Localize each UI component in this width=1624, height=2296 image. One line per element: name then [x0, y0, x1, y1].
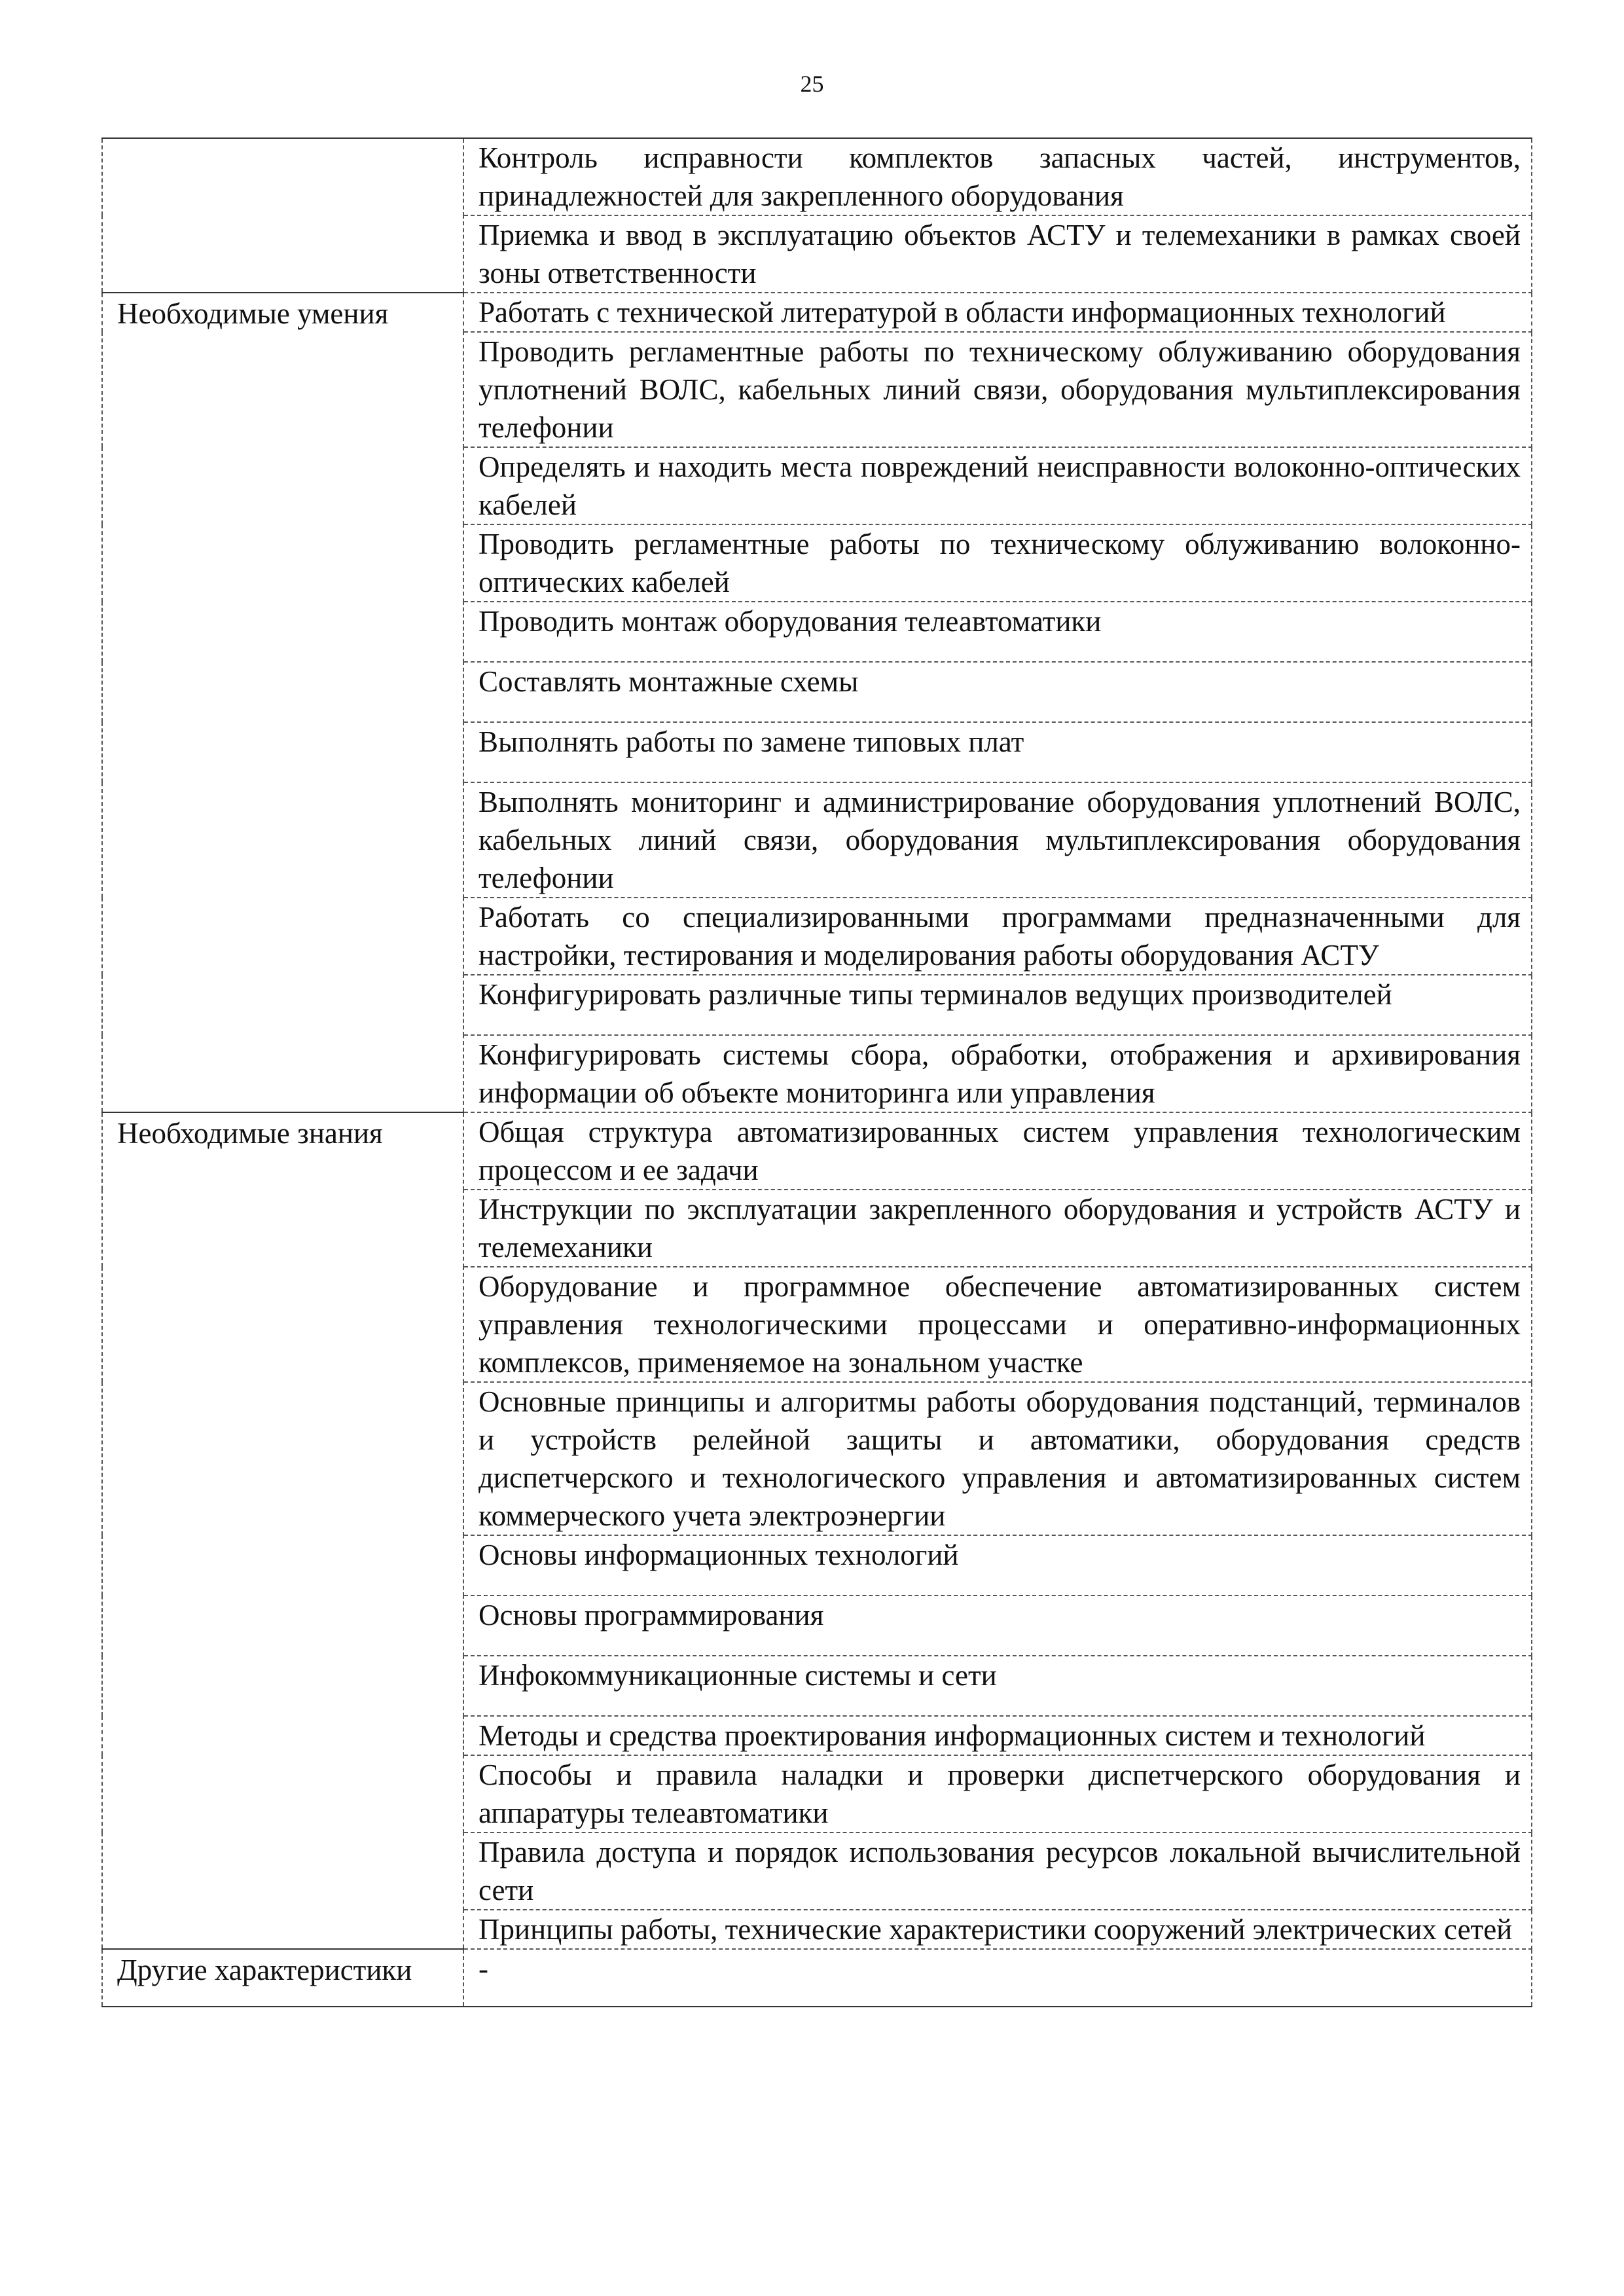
- table-cell: -: [463, 1949, 1532, 2007]
- table-cell: Проводить регламентные работы по техническому облуживанию оборудования уплотнений ВОЛС, кабельных линий связи, оборудования мультиплексирования телефонии: [463, 332, 1532, 447]
- qualification-table: [101, 137, 1532, 2007]
- table-cell: Проводить регламентные работы по техническому облуживанию волоконно-оптических кабелей: [463, 524, 1532, 602]
- table-row: [102, 293, 1532, 332]
- page-number: 25: [800, 71, 824, 97]
- table-cell: Составлять монтажные схемы: [463, 662, 1532, 722]
- table-cell: Способы и правила наладки и проверки диспетчерского оборудования и аппаратуры телеавтоматики: [463, 1755, 1532, 1832]
- table-cell: Оборудование и программное обеспечение автоматизированных систем управления технологическими процессами и оперативно-информационных комплексов, применяемое на зональном участке: [463, 1267, 1532, 1382]
- table-cell: Выполнять работы по замене типовых плат: [463, 722, 1532, 782]
- table-cell: Инструкции по эксплуатации закрепленного оборудования и устройств АСТУ и телемеханики: [463, 1190, 1532, 1267]
- section-label-skills: Необходимые умения: [102, 293, 463, 1112]
- table-cell: Работать с технической литературой в области информационных технологий: [463, 293, 1532, 332]
- table-row: [102, 138, 1532, 215]
- table-cell: Конфигурировать системы сбора, обработки, отображения и архивирования информации об объекте мониторинга или управления: [463, 1035, 1532, 1112]
- table-cell: Принципы работы, технические характеристики сооружений электрических сетей: [463, 1910, 1532, 1949]
- table-cell: Основы программирования: [463, 1595, 1532, 1656]
- section-label: [102, 138, 463, 293]
- table-row: [102, 1112, 1532, 1190]
- table-cell: Основы информационных технологий: [463, 1535, 1532, 1595]
- table-cell: Приемка и ввод в эксплуатацию объектов АСТУ и телемеханики в рамках своей зоны ответственности: [463, 215, 1532, 293]
- table-cell: Работать со специализированными программами предназначенными для настройки, тестирования и моделирования работы оборудования АСТУ: [463, 898, 1532, 975]
- table-cell: Конфигурировать различные типы терминалов ведущих производителей: [463, 975, 1532, 1035]
- table-cell: Проводить монтаж оборудования телеавтоматики: [463, 602, 1532, 662]
- table-cell: Методы и средства проектирования информационных систем и технологий: [463, 1716, 1532, 1755]
- table-cell: Общая структура автоматизированных систем управления технологическим процессом и ее задачи: [463, 1112, 1532, 1190]
- table-cell: Инфокоммуникационные системы и сети: [463, 1656, 1532, 1716]
- table-row: [102, 1949, 1532, 2007]
- section-label-other: Другие характеристики: [102, 1949, 463, 2007]
- table-cell: Выполнять мониторинг и администрирование оборудования уплотнений ВОЛС, кабельных линий связи, оборудования мультиплексирования оборудования телефонии: [463, 782, 1532, 898]
- table-cell: Основные принципы и алгоритмы работы оборудования подстанций, терминалов и устройств релейной защиты и автоматики, оборудования средств диспетчерского и технологического управления и автоматизированных систем коммерческого учета электроэнергии: [463, 1382, 1532, 1535]
- table-cell: Контроль исправности комплектов запасных частей, инструментов, принадлежностей для закрепленного оборудования: [463, 138, 1532, 215]
- table-cell: Определять и находить места повреждений неисправности волоконно-оптических кабелей: [463, 447, 1532, 524]
- section-label-knowledge: Необходимые знания: [102, 1112, 463, 1949]
- table-cell: Правила доступа и порядок использования ресурсов локальной вычислительной сети: [463, 1832, 1532, 1910]
